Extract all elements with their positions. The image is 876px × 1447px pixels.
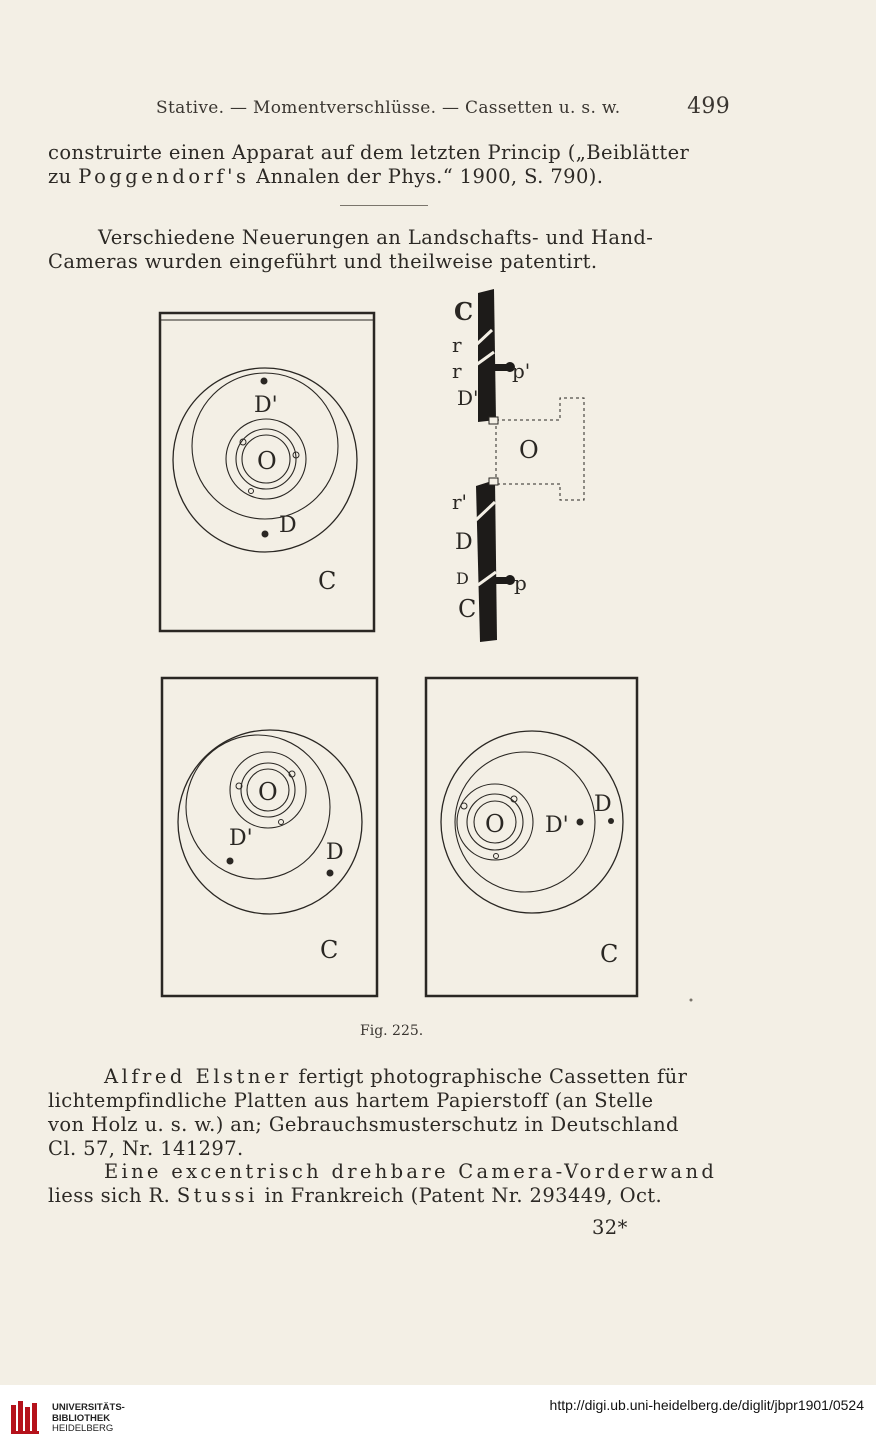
section-label-d: D bbox=[455, 530, 473, 555]
library-logo-icon bbox=[9, 1399, 45, 1435]
section-label-r: r bbox=[452, 333, 462, 357]
paragraph-3-line-2: lichtempfindliche Platten aus hartem Papierstoff (an Stelle bbox=[48, 1089, 654, 1112]
label-c: C bbox=[320, 936, 339, 964]
label-c: C bbox=[318, 567, 337, 595]
spaced-name: Poggendorf's bbox=[78, 165, 250, 188]
label-d: D bbox=[326, 840, 344, 865]
paragraph-4-line-2 bbox=[48, 1184, 738, 1207]
cross-section bbox=[476, 289, 584, 642]
section-label-o: O bbox=[519, 436, 539, 464]
spaced-name: Alfred Elstner bbox=[104, 1065, 292, 1088]
label-d-prime: D' bbox=[229, 826, 253, 851]
spaced-name: Stussi bbox=[176, 1184, 258, 1207]
figure-caption: Fig. 225. bbox=[360, 1023, 424, 1039]
text-run: fertigt photographische Cassetten für bbox=[291, 1065, 688, 1088]
speck bbox=[690, 999, 693, 1002]
library-footer bbox=[0, 1385, 876, 1447]
section-label-d-prime: D' bbox=[457, 386, 479, 410]
section-label-r-prime: r' bbox=[452, 490, 468, 514]
label-d-prime: D' bbox=[545, 813, 569, 838]
section-label-c: C bbox=[454, 297, 474, 326]
lens-outline bbox=[496, 398, 584, 500]
label-c: C bbox=[600, 940, 619, 968]
logo-line: BIBLIOTHEK bbox=[52, 1412, 111, 1424]
page-number: 499 bbox=[687, 94, 730, 119]
text-run: zu bbox=[48, 165, 79, 188]
label-o: O bbox=[485, 810, 505, 838]
paragraph-2-line-2: Cameras wurden eingeführt und theilweise patentirt. bbox=[48, 250, 598, 273]
inner-disk-d-prime bbox=[455, 752, 595, 892]
pin-dot bbox=[262, 531, 269, 538]
paragraph-3-line-1 bbox=[104, 1065, 738, 1088]
pin-dot bbox=[261, 378, 268, 385]
screw-mark bbox=[461, 803, 467, 809]
section-label-c-lower: C bbox=[458, 595, 477, 623]
camera-front-panel-2 bbox=[162, 678, 377, 996]
pin-dot bbox=[577, 819, 584, 826]
outer-disk-d bbox=[441, 731, 623, 913]
label-d: D bbox=[279, 513, 297, 538]
section-label-p: p bbox=[514, 571, 527, 595]
pin-dot bbox=[227, 858, 234, 865]
label-d-prime: D' bbox=[254, 393, 278, 418]
screw-mark bbox=[279, 820, 284, 825]
pin-dot bbox=[327, 870, 334, 877]
section-label-d-small: D bbox=[456, 569, 469, 588]
pin-dot bbox=[608, 818, 614, 824]
screw-mark bbox=[494, 854, 499, 859]
spaced-phrase: Eine excentrisch drehbare Camera-Vorderwand bbox=[104, 1160, 718, 1183]
inner-disk-d-prime bbox=[186, 735, 330, 879]
paragraph-3-line-4: Cl. 57, Nr. 141297. bbox=[48, 1137, 244, 1160]
label-d: D bbox=[594, 792, 612, 817]
section-label-p-prime: p' bbox=[512, 359, 531, 383]
running-head-title: Stative. — Momentverschlüsse. — Cassetten u. s. w. bbox=[156, 98, 621, 118]
library-logo-text bbox=[52, 1403, 125, 1435]
paragraph-3-line-3: von Holz u. s. w.) an; Gebrauchsmusterschutz in Deutschland bbox=[48, 1113, 679, 1136]
logo-line: HEIDELBERG bbox=[52, 1423, 114, 1434]
text-run: in Frankreich (Patent Nr. 293449, Oct. bbox=[257, 1184, 663, 1207]
section-label-r: r bbox=[452, 359, 462, 383]
section-clip bbox=[489, 417, 498, 424]
section-clip bbox=[489, 478, 498, 485]
paragraph-1-line-1: construirte einen Apparat auf dem letzten Princip („Beiblätter bbox=[48, 141, 690, 164]
text-run: liess sich R. bbox=[48, 1184, 177, 1207]
paragraph-2-line-1: Verschiedene Neuerungen an Landschafts- und Hand- bbox=[98, 226, 654, 249]
label-o: O bbox=[257, 447, 277, 475]
label-o: O bbox=[258, 778, 278, 806]
paragraph-4-line-1 bbox=[104, 1160, 738, 1183]
permalink-url[interactable]: http://digi.ub.uni-heidelberg.de/diglit/jbpr1901/0524 bbox=[549, 1397, 864, 1413]
signature-mark: 32* bbox=[592, 1216, 628, 1239]
logo-line: UNIVERSITÄTS- bbox=[52, 1402, 125, 1413]
screw-mark bbox=[249, 489, 254, 494]
text-run: Annalen der Phys.“ 1900, S. 790). bbox=[249, 165, 604, 188]
